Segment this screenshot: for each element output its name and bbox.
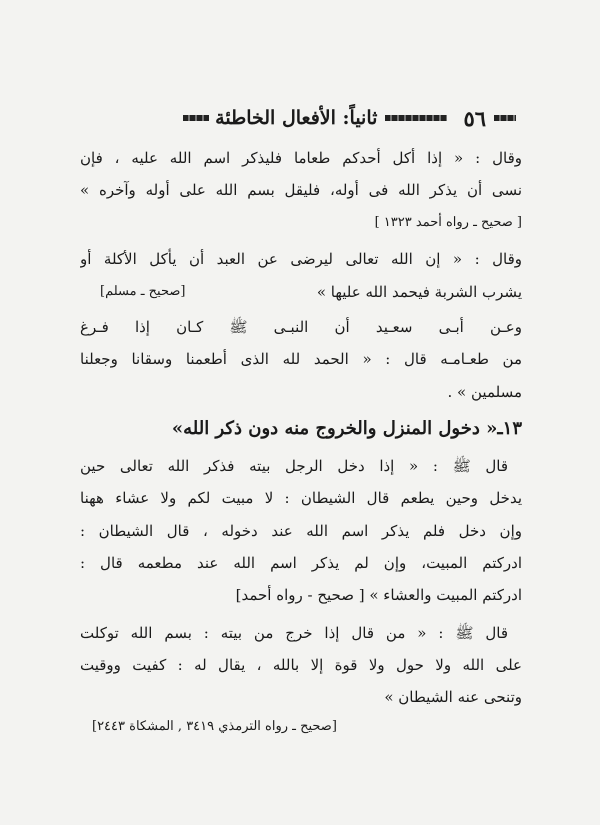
text-line: مسلمين » . [447, 383, 522, 401]
hadith-reference: [ صحيح ـ رواه أحمد ١٣٢٣ ] [374, 215, 522, 230]
text-line: قال ﷺ : « إذا دخل الرجل بيته فذكر الله تعالى حين [80, 457, 508, 475]
text-line: قال ﷺ : « من قال إذا خرج من بيته : بسم الله توكلت [80, 624, 508, 642]
hadith-reference: [صحيح ـ مسلم] [100, 284, 186, 299]
text-line: وتنحى عنه الشيطان » [384, 688, 522, 706]
text-line: وإن دخل فلم يذكر اسم الله عند دخوله ، قال الشيطان : [80, 522, 522, 540]
page-number: ٥٦ [463, 105, 486, 131]
text-line: وعـن أبـى سعـيد أن النبـى ﷺ كـان إذا فـرغ [80, 318, 522, 336]
text-line: يدخل وحين يطعم قال الشيطان : لا مبيت لكم ولا عشاء ههنا [80, 489, 522, 507]
running-header [76, 104, 516, 132]
header-ornament-right [494, 115, 516, 121]
text-line: يشرب الشربة فيحمد الله عليها » [316, 283, 522, 301]
chapter-title: ثانياً: الأفعال الخاطئة [215, 107, 378, 129]
header-ornament-left [183, 115, 209, 121]
text-line: ادركتم المبيت والعشاء » [ صحيح - رواه أحمد] [235, 586, 522, 604]
text-line: وقال : « إن الله تعالى ليرضى عن العبد أن يأكل الأكلة أو [80, 250, 522, 268]
header-ornament-middle [385, 115, 447, 121]
text-line: من طعـامـه قال : « الحمد لله الذى أطعمنا وسقانا وجعلنا [80, 350, 522, 368]
text-line: على الله ولا حول ولا قوة إلا بالله ، يقال له : كفيت ووقيت [80, 656, 522, 674]
hadith-reference: [صحيح ـ رواه الترمذي ٣٤١٩ , المشكاة ٢٤٤٣] [92, 719, 337, 734]
section-heading: ١٣ـ« دخول المنزل والخروج منه دون ذكر الله» [171, 418, 522, 439]
text-line: ادركتم المبيت، وإن لم يذكر اسم الله عند مطعمه قال : [80, 554, 522, 572]
text-line: نسى أن يذكر الله فى أوله، فليقل بسم الله على أوله وآخره » [80, 181, 522, 199]
text-line: وقال : « إذا أكل أحدكم طعاما فليذكر اسم الله عليه ، فإن [80, 149, 522, 167]
